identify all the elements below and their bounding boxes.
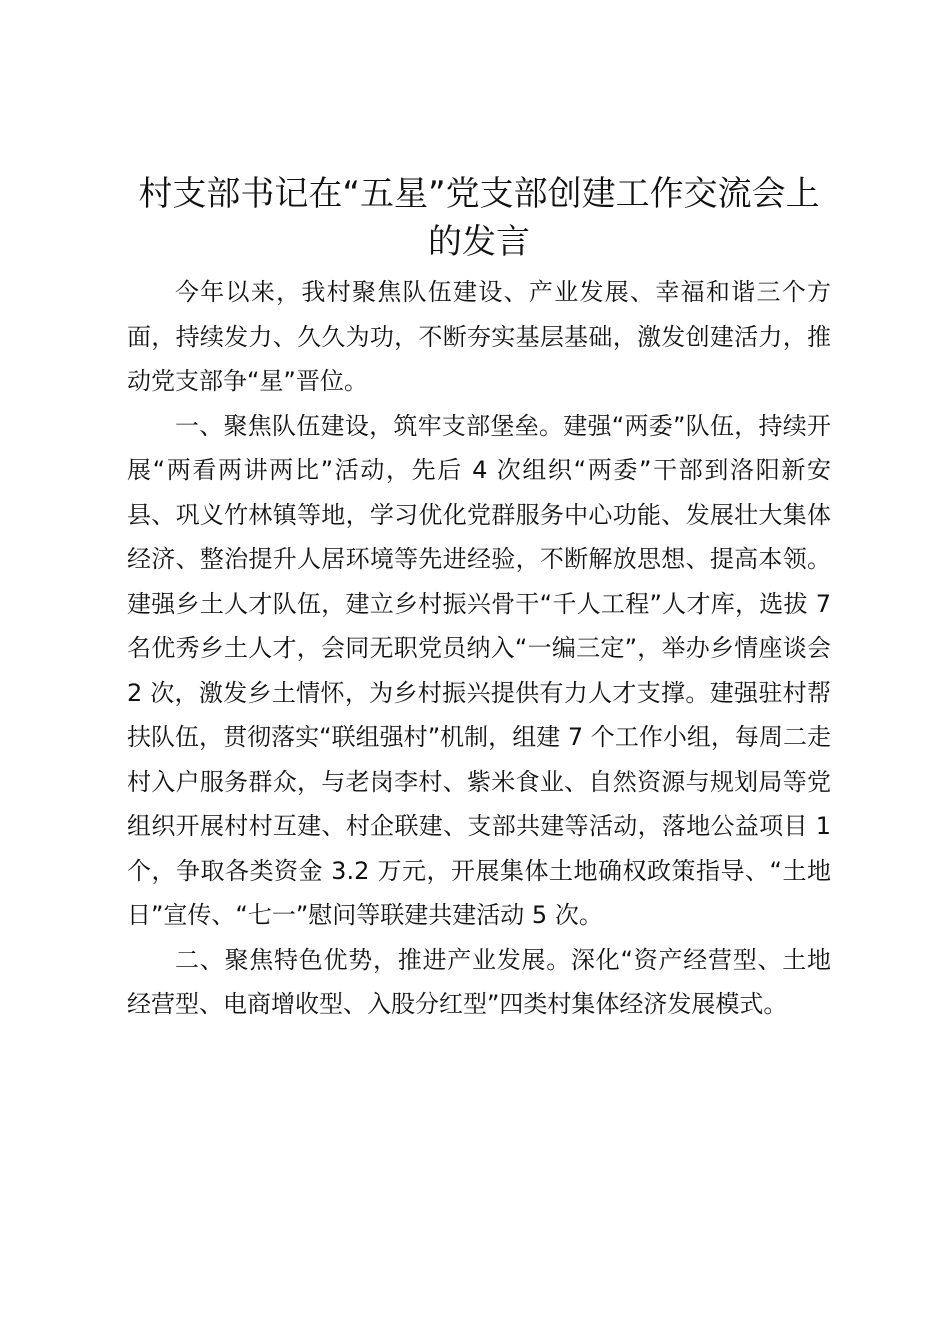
section-2-text: 深化“资产经营型、土地经营型、电商增收型、入股分红型”四类村集体经济发展模式。 <box>127 945 832 1018</box>
intro-paragraph <box>127 270 831 404</box>
section-2-paragraph <box>127 938 831 1027</box>
section-1-text: 建强“两委”队伍，持续开展“两看两讲两比”活动，先后 4 次组织“两委”干部到洛阳新安县、巩义竹林镇等地，学习优化党群服务中心功能、发展壮大集体经济、整治提升人居环境等先进经验，不断解放思想、提高本领。建强乡土人才队伍，建立乡村振兴骨干“千人工程”人才库，选拔 7 名优秀乡土人才，会同无职党员纳入“一编三定”，举办乡情座谈会 2 次，激发乡土情怀，为乡村振兴提供有力人才支撑。建强驻村帮扶队伍，贯彻落实“联组强村”机制，组建 7 个工作小组，每周二走村入户服务群众，与老岗李村、紫米食业、自然资源与规划局等党组织开展村村互建、村企联建、支部共建等活动，落地公益项目 1 个，争取各类资金 3.2 万元，开展集体土地确权政策指导、“土地日”宣传、“七一”慰问等联建共建活动 5 次。 <box>127 411 832 929</box>
section-1-heading: 一、聚焦队伍建设，筑牢支部堡垒。 <box>175 411 564 440</box>
section-1-paragraph <box>127 404 831 938</box>
document-content <box>127 170 831 1027</box>
document-title: 村支部书记在“五星”党支部创建工作交流会上的发言 <box>138 174 820 262</box>
intro-paragraph-text: 今年以来，我村聚焦队伍建设、产业发展、幸福和谐三个方面，持续发力、久久为功，不断夯实基层基础，激发创建活力，推动党支部争“星”晋位。 <box>127 278 831 395</box>
section-2-heading: 二、聚焦特色优势，推进产业发展。 <box>175 945 572 974</box>
